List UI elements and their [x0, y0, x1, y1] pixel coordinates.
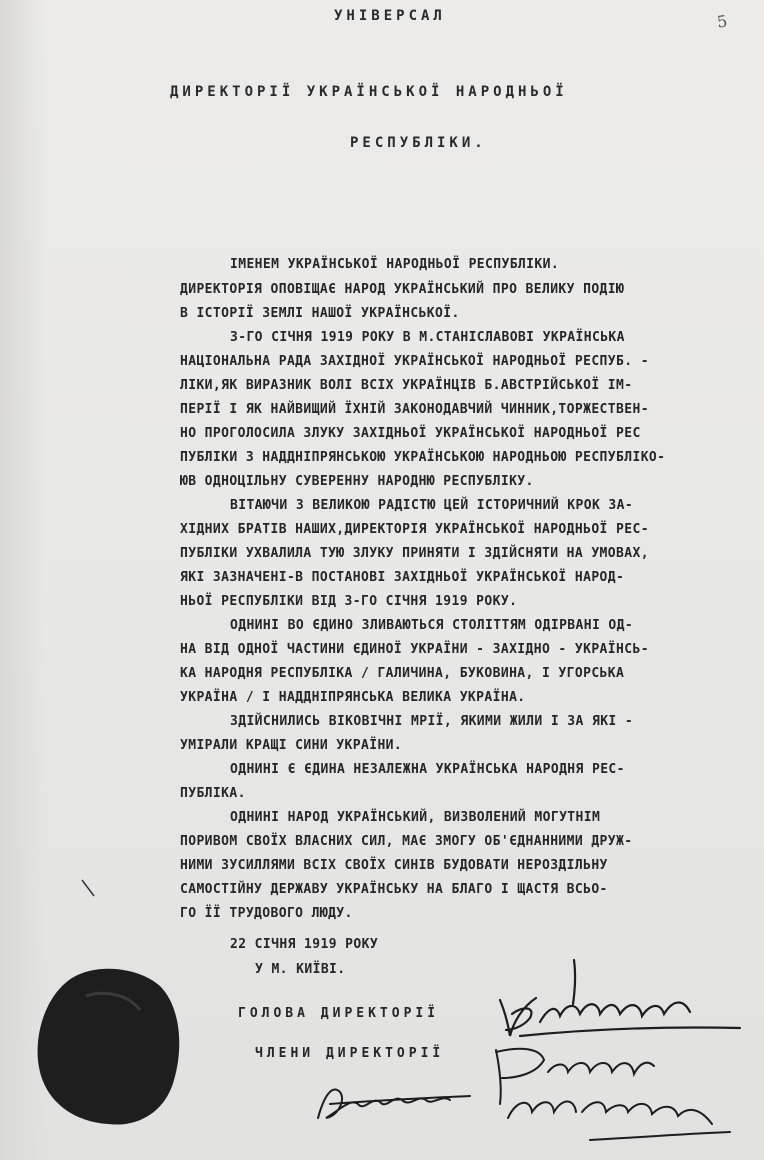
- member-signature-andriievskyi: [318, 1090, 470, 1118]
- body-line: КА НАРОДНЯ РЕСПУБЛІКА / ГАЛИЧИНА, БУКОВИНА, І УГОРСЬКА: [180, 666, 625, 681]
- date-line: 22 СІЧНЯ 1919 РОКУ: [230, 937, 379, 952]
- body-line: ІМЕНЕМ УКРАЇНСЬКОЇ НАРОДНЬОЇ РЕСПУБЛІКИ.: [230, 257, 560, 272]
- body-line: НИМИ ЗУСИЛЛЯМИ ВСІХ СВОЇХ СИНІВ БУДОВАТИ НЕРОЗДІЛЬНУ: [180, 858, 608, 873]
- body-line: ЯКІ ЗАЗНАЧЕНІ-В ПОСТАНОВІ ЗАХІДНЬОЇ УКРАЇНСЬКОЇ НАРОД-: [180, 570, 625, 585]
- body-line: ПОРИВОМ СВОЇХ ВЛАСНИХ СИЛ, МАЄ ЗМОГУ ОБ'ЄДНАННИМИ ДРУЖ-: [180, 834, 633, 849]
- body-line: ВІТАЮЧИ З ВЕЛИКОЮ РАДІСТЮ ЦЕЙ ІСТОРИЧНИЙ КРОК ЗА-: [230, 498, 634, 513]
- members-label: ЧЛЕНИ ДИРЕКТОРІЇ: [255, 1046, 445, 1061]
- body-line: ЗДІЙСНИЛИСЬ ВІКОВІЧНІ МРІЇ, ЯКИМИ ЖИЛИ І ЗА ЯКІ -: [230, 714, 634, 729]
- body-line: ОДНИНІ Є ЄДИНА НЕЗАЛЕЖНА УКРАЇНСЬКА НАРОДНЯ РЕС-: [230, 762, 625, 777]
- body-line: НЬОЇ РЕСПУБЛІКИ ВІД 3-ГО СІЧНЯ 1919 РОКУ.: [180, 594, 518, 609]
- body-line: НАЦІОНАЛЬНА РАДА ЗАХІДНОЇ УКРАЇНСЬКОЇ НАРОДНЬОЇ РЕСПУБ. -: [180, 354, 649, 369]
- body-line: САМОСТІЙНУ ДЕРЖАВУ УКРАЇНСЬКУ НА БЛАГО І ЩАСТЯ ВСЬО-: [180, 882, 608, 897]
- body-line: 3-ГО СІЧНЯ 1919 РОКУ В М.СТАНІСЛАВОВІ УКРАЇНСЬКА: [230, 330, 625, 345]
- body-line: ДИРЕКТОРІЯ ОПОВІЩАЄ НАРОД УКРАЇНСЬКИЙ ПРО ВЕЛИКУ ПОДІЮ: [180, 282, 625, 297]
- body-line: УКРАЇНА / І НАДДНІПРЯНСЬКА ВЕЛИКА УКРАЇНА.: [180, 690, 526, 705]
- member-signature-makarenko: [508, 1102, 730, 1141]
- body-line: ЮВ ОДНОЦІЛЬНУ СУВЕРЕННУ НАРОДНЮ РЕСПУБЛІКУ.: [180, 474, 534, 489]
- body-line: ПУБЛІКИ З НАДДНІПРЯНСЬКОЮ УКРАЇНСЬКОЮ НАРОДНЬОЮ РЕСПУБЛІКО-: [180, 450, 666, 465]
- page-number-mark: 5: [715, 11, 729, 32]
- stray-mark: [82, 880, 94, 896]
- title-directory: ДИРЕКТОРІЇ УКРАЇНСЬКОЇ НАРОДНЬОЇ: [170, 84, 568, 100]
- title-universal: УНІВЕРСАЛ: [334, 8, 446, 24]
- chair-signature: [500, 960, 740, 1036]
- body-line: ОДНИНІ НАРОД УКРАЇНСЬКИЙ, ВИЗВОЛЕНИЙ МОГУТНІМ: [230, 810, 601, 825]
- body-line: В ІСТОРІЇ ЗЕМЛІ НАШОЇ УКРАЇНСЬКОЇ.: [180, 306, 460, 321]
- body-line: ХІДНИХ БРАТІВ НАШИХ,ДИРЕКТОРІЯ УКРАЇНСЬКОЇ НАРОДНЬОЇ РЕС-: [180, 522, 649, 537]
- body-line: НА ВІД ОДНОЇ ЧАСТИНИ ЄДИНОЇ УКРАЇНИ - ЗАХІДНО - УКРАЇНСЬ-: [180, 642, 649, 657]
- body-line: ГО ЇЇ ТРУДОВОГО ЛЮДУ.: [180, 906, 353, 921]
- body-line: ПУБЛІКИ УХВАЛИЛА ТУЮ ЗЛУКУ ПРИНЯТИ І ЗДІЙСНЯТИ НА УМОВАХ,: [180, 546, 649, 561]
- body-line: УМІРАЛИ КРАЩІ СИНИ УКРАЇНИ.: [180, 738, 403, 753]
- place-line: У М. КИЇВІ.: [255, 962, 346, 977]
- body-line: ОДНИНІ ВО ЄДИНО ЗЛИВАЮТЬСЯ СТОЛІТТЯМ ОДІРВАНІ ОД-: [230, 618, 634, 633]
- body-line: ЛІКИ,ЯК ВИРАЗНИК ВОЛІ ВСІХ УКРАЇНЦІВ Б.АВСТРІЙСЬКОЇ ІМ-: [180, 378, 633, 393]
- body-line: ПЕРІЇ І ЯК НАЙВИЩИЙ ЇХНІЙ ЗАКОНОДАВЧИЙ ЧИННИК,ТОРЖЕСТВЕН-: [180, 402, 649, 417]
- chair-label: ГОЛОВА ДИРЕКТОРІЇ: [238, 1006, 440, 1021]
- body-line: НО ПРОГОЛОСИЛА ЗЛУКУ ЗАХІДНЬОЇ УКРАЇНСЬКОЇ НАРОДНЬОЇ РЕС: [180, 426, 641, 441]
- member-signature-petliura: [496, 1049, 654, 1104]
- body-line: ПУБЛІКА.: [180, 786, 246, 801]
- title-republic: РЕСПУБЛІКИ.: [350, 135, 487, 151]
